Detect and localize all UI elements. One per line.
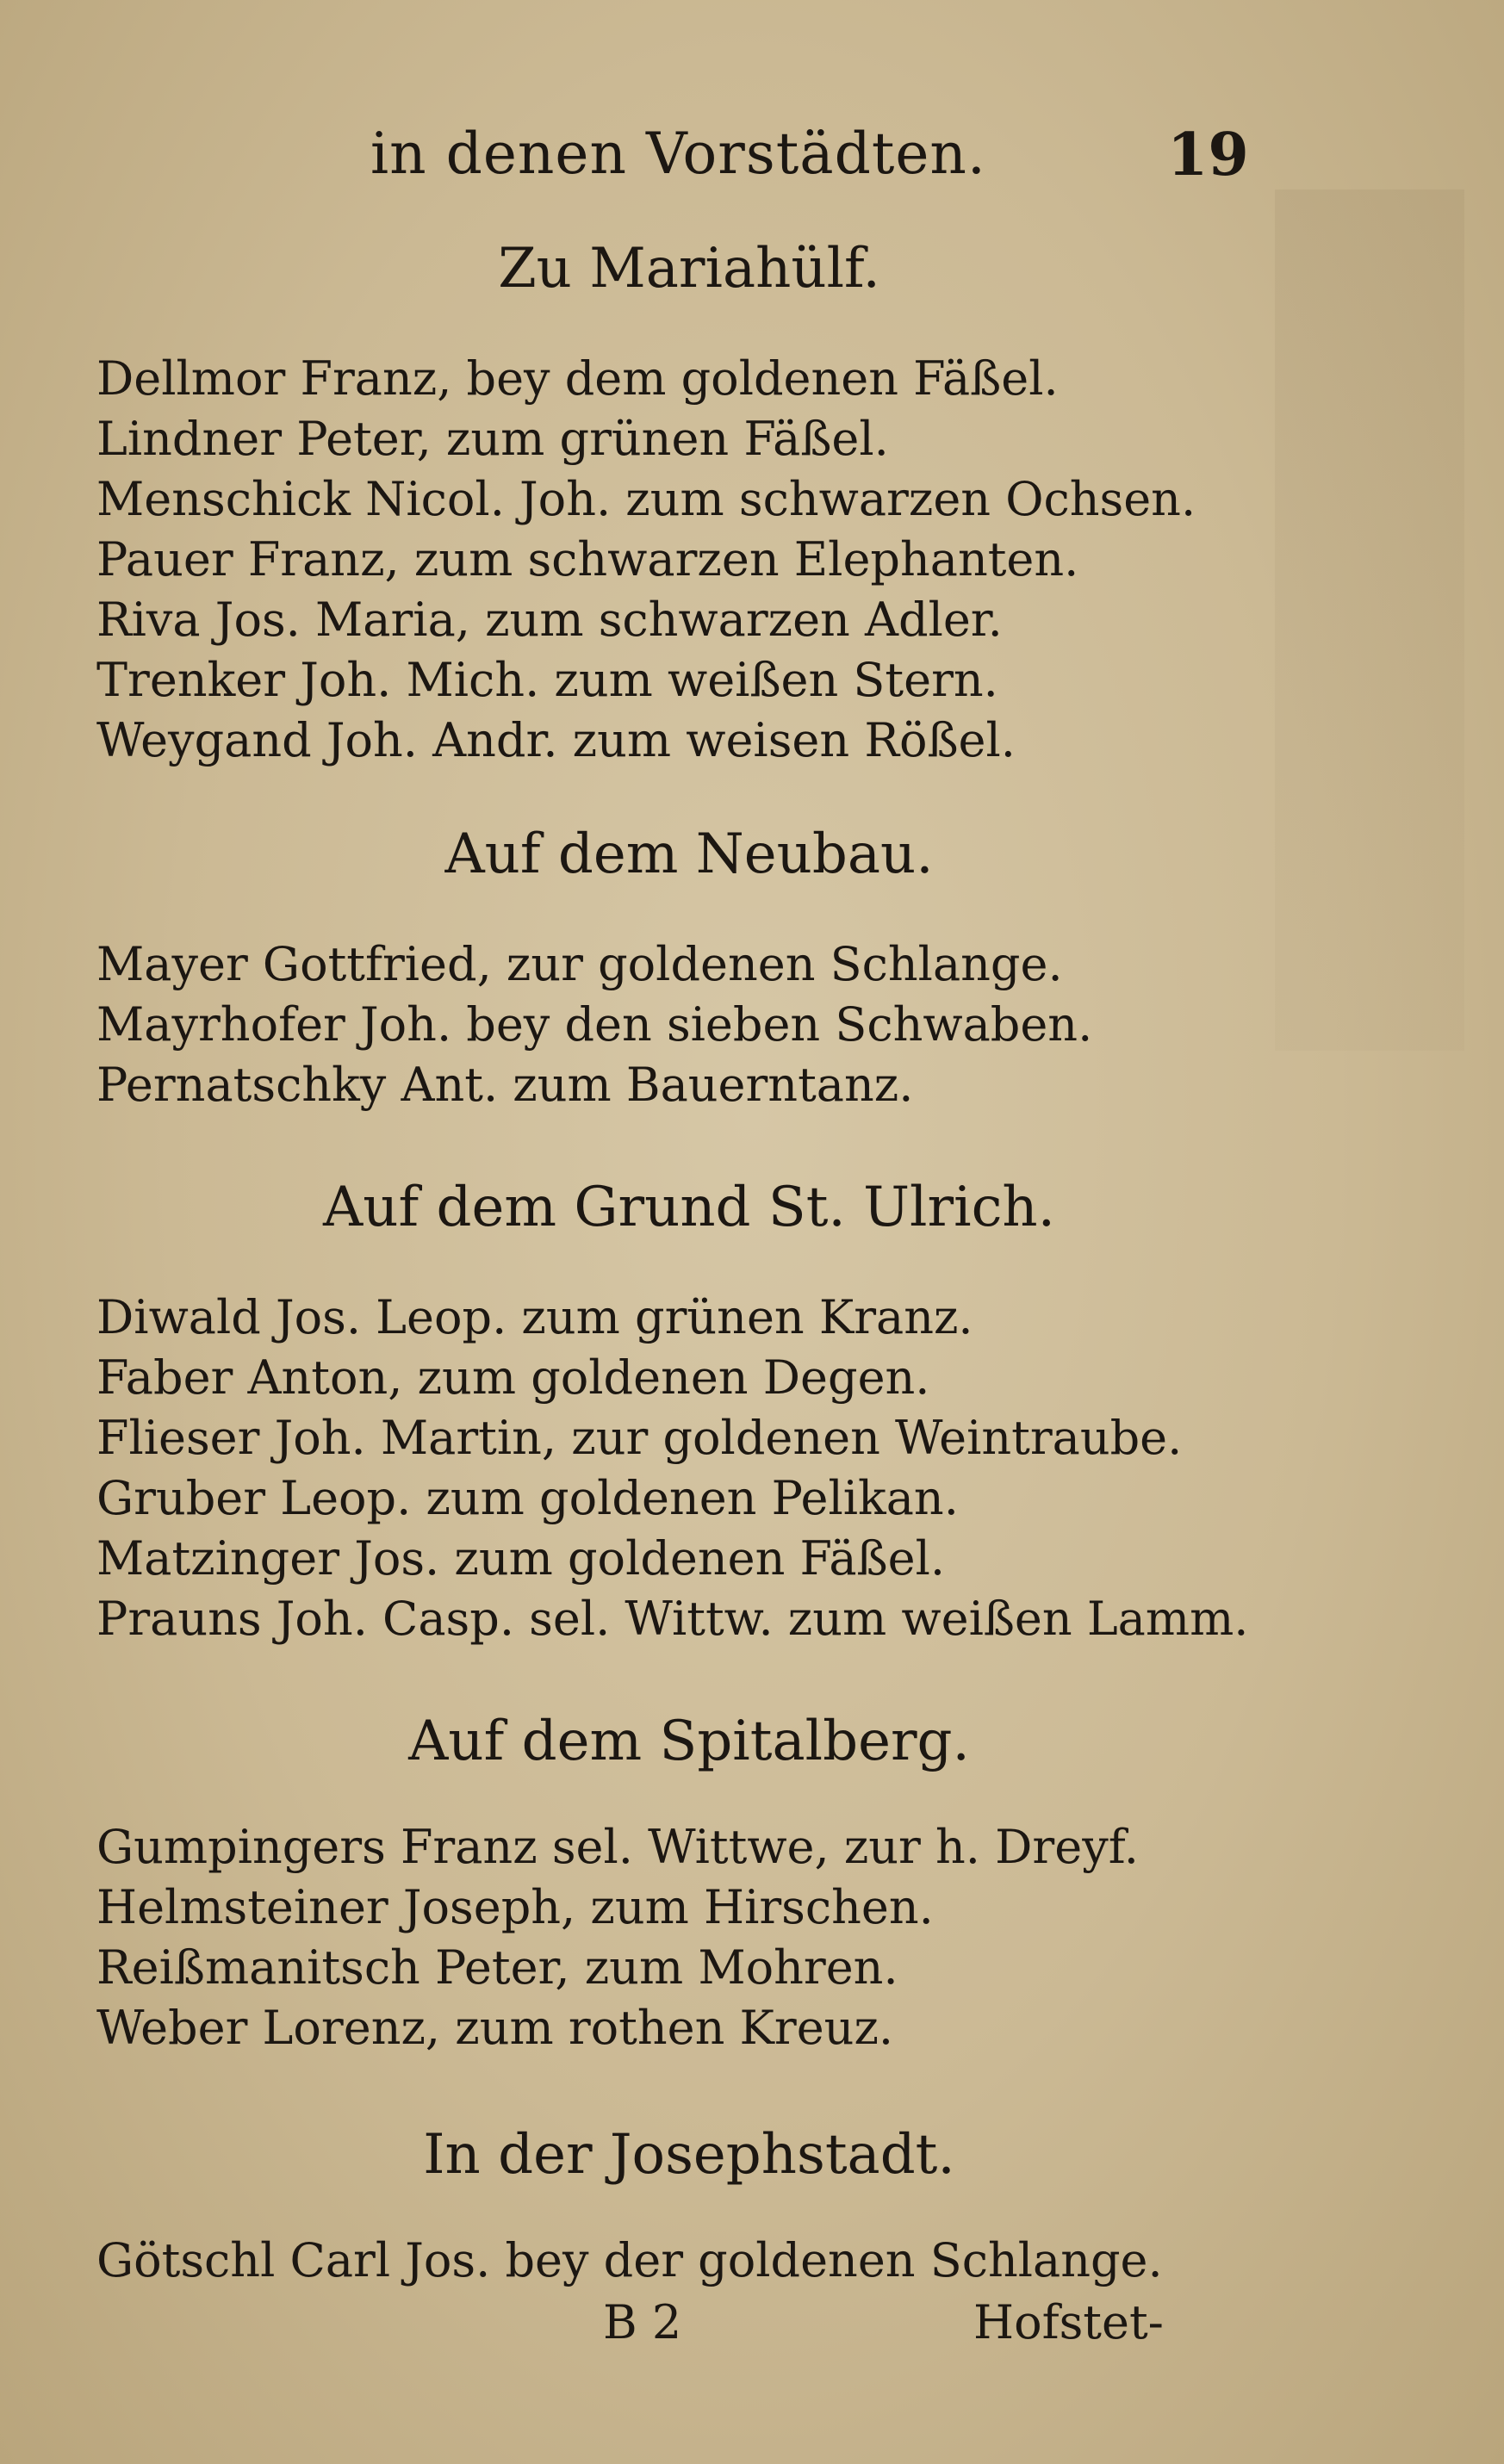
list-item: Menschick Nicol. Joh. zum schwarzen Ochsen. [96, 472, 1196, 526]
list-item: Diwald Jos. Leop. zum grünen Kranz. [96, 1290, 973, 1344]
entry-list-st-ulrich [96, 1288, 1248, 1649]
list-item: Gumpingers Franz sel. Wittwe, zur h. Dreyf. [96, 1820, 1139, 1874]
list-item: Götschl Carl Jos. bey der goldenen Schlange. [96, 2233, 1163, 2287]
entry-list-neubau [96, 934, 1092, 1115]
signature-mark: B 2 [603, 2295, 682, 2349]
list-item: Prauns Joh. Casp. sel. Wittw. zum weißen Lamm. [96, 1592, 1249, 1646]
list-item: Weygand Joh. Andr. zum weisen Rößel. [96, 713, 1016, 767]
list-item: Matzinger Jos. zum goldenen Fäßel. [96, 1531, 945, 1586]
section-heading-spitalberg: Auf dem Spitalberg. [408, 1710, 970, 1773]
section-heading-st-ulrich: Auf dem Grund St. Ulrich. [323, 1176, 1055, 1239]
list-item: Flieser Joh. Martin, zur goldenen Weintraube. [96, 1411, 1183, 1465]
running-head: in denen Vorstädten. [370, 121, 986, 187]
show-through-shadow [1275, 189, 1464, 1051]
entry-list-josephstadt [96, 2231, 1163, 2291]
list-item: Mayer Gottfried, zur goldenen Schlange. [96, 937, 1063, 991]
list-item: Dellmor Franz, bey dem goldenen Fäßel. [96, 351, 1059, 406]
list-item: Pernatschky Ant. zum Bauerntanz. [96, 1058, 914, 1112]
section-heading-mariahilf: Zu Mariahülf. [498, 237, 880, 301]
entry-list-mariahilf [96, 349, 1196, 771]
list-item: Gruber Leop. zum goldenen Pelikan. [96, 1471, 959, 1525]
entry-list-spitalberg [96, 1817, 1139, 2058]
list-item: Helmsteiner Joseph, zum Hirschen. [96, 1880, 934, 1934]
section-heading-neubau: Auf dem Neubau. [444, 822, 934, 886]
catchword: Hofstet- [973, 2295, 1164, 2349]
list-item: Mayrhofer Joh. bey den sieben Schwaben. [96, 997, 1093, 1052]
list-item: Trenker Joh. Mich. zum weißen Stern. [96, 653, 998, 707]
list-item: Faber Anton, zum goldenen Degen. [96, 1350, 930, 1405]
list-item: Lindner Peter, zum grünen Fäßel. [96, 412, 889, 466]
section-heading-josephstadt: In der Josephstadt. [423, 2123, 955, 2187]
list-item: Pauer Franz, zum schwarzen Elephanten. [96, 532, 1079, 587]
list-item: Reißmanitsch Peter, zum Mohren. [96, 1940, 898, 1995]
list-item: Weber Lorenz, zum rothen Kreuz. [96, 2001, 894, 2055]
page-number: 19 [1167, 121, 1249, 189]
list-item: Riva Jos. Maria, zum schwarzen Adler. [96, 593, 1003, 647]
